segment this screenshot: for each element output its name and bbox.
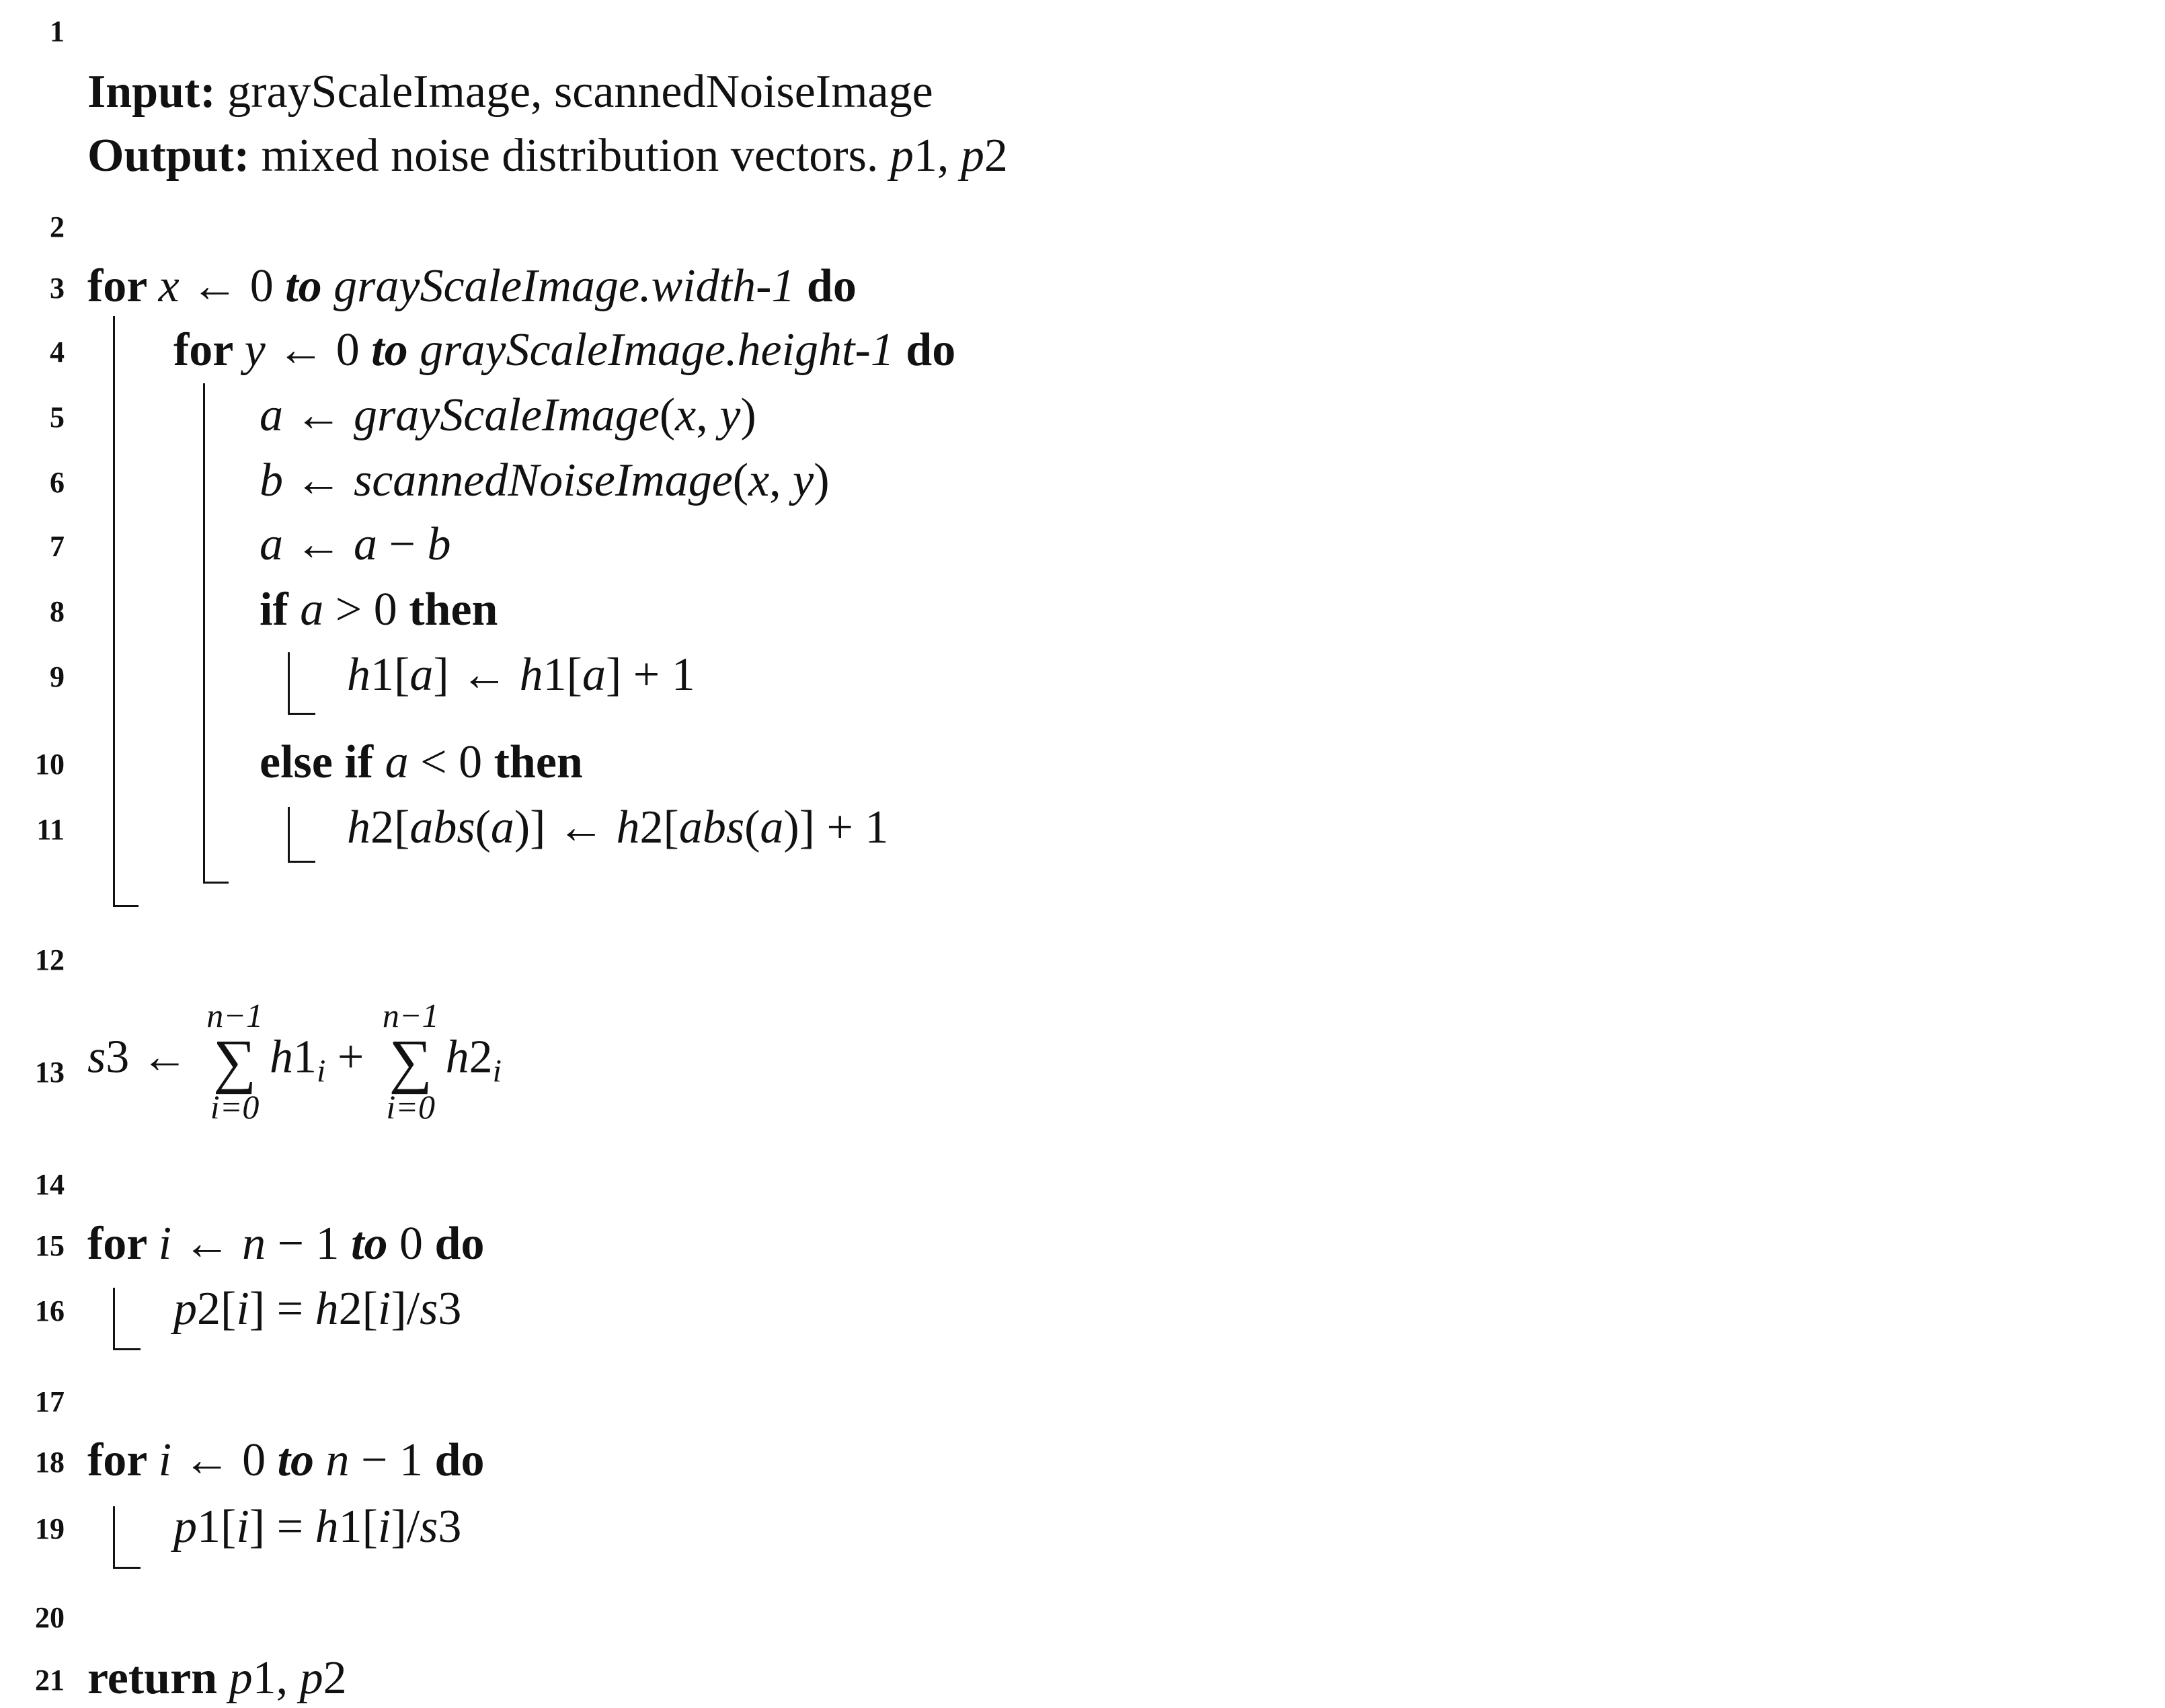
expression: + [325,1031,376,1083]
summation [206,997,263,1126]
line-number: 7 [50,530,65,563]
keyword: Input: [87,66,228,118]
expression: a [354,518,377,570]
expression: 1[ [197,1501,237,1553]
expression: p [299,1652,323,1704]
expression: h [315,1501,339,1553]
expression: p [173,1501,197,1553]
expression: a [582,649,606,701]
expression: i [377,1283,391,1335]
keyword: to [285,260,334,312]
code-line [87,260,857,312]
expression: y [244,324,266,376]
expression: )] + 1 [783,802,889,853]
expression: y [719,389,741,441]
line-number: 1 [50,15,65,48]
for-i-desc-scope-end [113,1288,141,1350]
keyword: for [173,324,245,376]
expression: h [347,649,370,701]
expression: ( [744,802,760,853]
expression: ( [732,455,749,506]
for-y-scope-end [203,861,229,884]
expression: 2 [469,1031,493,1083]
expression: − 1 [266,1218,352,1270]
keyword: Output: [87,130,262,182]
expression: 0 [399,1218,435,1270]
expression: 1[ [370,649,410,701]
keyword: to [351,1218,400,1270]
expression: grayScaleImage.width-1 [333,260,807,312]
sum-upper-limit: n−1 [382,997,439,1034]
code-line [260,586,498,633]
line-number: 2 [50,210,65,243]
keyword: do [906,324,956,376]
expression: abs [409,802,475,853]
keyword: to [371,324,420,376]
expression: s [420,1501,438,1553]
expression: 1, [913,130,961,182]
code-line [87,132,1008,180]
expression: y [793,455,814,506]
expression: ← 0 [171,1434,278,1486]
keyword: then [409,584,498,635]
expression: ) [814,455,830,506]
expression: i [158,1434,172,1486]
expression: ] + 1 [605,649,695,701]
subscript: i [492,1053,502,1089]
code-line [260,518,451,570]
line-number: 13 [35,1056,65,1089]
expression: i [377,1501,391,1553]
expression: ] ← [433,649,520,701]
expression: h [445,1031,469,1083]
else-if-scope-end [288,807,315,863]
expression: a [409,649,434,701]
if-scope-end [288,652,315,715]
expression: ← [283,389,354,441]
expression: 2[ [338,1283,378,1335]
sigma-symbol: ∑ [389,1028,432,1095]
expression: h [270,1031,293,1083]
expression: s [87,1031,106,1083]
expression: 2 [984,130,1008,182]
line-number: 11 [36,813,65,846]
expression: x [675,389,697,441]
for-y-scope-bar [203,383,205,882]
expression: i [236,1283,249,1335]
expression: 1 [293,1031,317,1083]
expression: ← 0 [265,324,372,376]
expression: h [519,649,543,701]
expression: ← [283,455,354,506]
for-i-asc-scope-end [113,1506,141,1569]
expression: ← [171,1218,243,1270]
summation [383,997,439,1126]
sigma-symbol: ∑ [213,1028,257,1095]
keyword: then [494,736,583,788]
expression: grayScaleImage [354,389,660,441]
sum-lower-limit: i=0 [386,1088,436,1126]
for-x-scope-end [113,881,139,907]
expression: ← [283,518,354,570]
keyword: for [87,1434,159,1486]
expression: 1[ [543,649,582,701]
expression: 3 [438,1501,462,1553]
expression: )] ← [514,802,617,853]
line-number: 4 [50,336,65,368]
expression: > 0 [323,584,409,635]
expression: ] = [249,1501,315,1553]
line-number: 10 [35,748,65,781]
line-number: 21 [35,1664,65,1697]
expression: − 1 [349,1434,435,1486]
line-number: 17 [35,1385,65,1418]
code-line [87,997,502,1126]
expression: p [229,1652,253,1704]
expression: ]/ [391,1501,420,1553]
keyword: return [87,1652,229,1704]
line-number: 6 [50,466,65,499]
code-line [87,1652,347,1704]
for-x-scope-bar [113,316,115,905]
expression: 2[ [370,802,410,853]
expression: < 0 [408,736,494,788]
code-line [347,649,695,701]
expression: 3 [438,1283,462,1335]
line-number: 5 [50,401,65,434]
expression: 2[ [639,802,679,853]
code-line [347,804,888,851]
expression: i [158,1218,172,1270]
code-line [173,324,956,376]
expression: a [260,389,283,441]
expression: s [420,1283,438,1335]
expression: scannedNoiseImage [354,455,733,506]
subscript: i [317,1053,326,1089]
expression: x [748,455,770,506]
expression: a [490,802,514,853]
expression: ] = [249,1283,315,1335]
keyword: if [260,584,301,635]
expression: ]/ [391,1283,420,1335]
code-line [87,1434,485,1486]
expression: n [325,1434,350,1486]
expression: h [347,802,370,853]
expression: a [260,518,283,570]
expression: b [260,455,283,506]
expression: p [890,130,914,182]
keyword: do [434,1218,485,1270]
keyword: do [434,1434,485,1486]
expression: 1[ [338,1501,378,1553]
keyword: for [87,1218,159,1270]
keyword: to [277,1434,326,1486]
code-line [173,1283,462,1335]
expression: abs [678,802,745,853]
line-number: 12 [35,943,65,976]
expression: , [769,455,793,506]
expression: 2 [323,1652,347,1704]
expression: mixed noise distribution vectors. [261,130,890,182]
line-number: 9 [50,660,65,693]
expression: p [173,1283,197,1335]
expression: h [315,1283,339,1335]
expression: ) [740,389,756,441]
expression: x [158,260,180,312]
expression: ( [659,389,676,441]
keyword: do [806,260,857,312]
line-number: 8 [50,595,65,628]
line-number: 15 [35,1229,65,1262]
expression: b [427,518,451,570]
sum-lower-limit: i=0 [210,1088,260,1126]
expression: grayScaleImage, scannedNoiseImage [227,66,933,118]
expression: a [760,802,784,853]
expression: , [696,389,720,441]
line-number: 18 [35,1446,65,1479]
expression: a [300,584,324,635]
expression: h [616,802,640,853]
code-line [260,736,583,788]
code-line [260,389,756,441]
code-line [260,457,830,504]
expression: 1, [252,1652,300,1704]
expression: 3 ← [106,1031,200,1083]
expression: i [236,1501,249,1553]
expression: ← 0 [179,260,286,312]
sum-upper-limit: n−1 [206,997,263,1034]
line-number: 19 [35,1512,65,1545]
expression: grayScaleImage.height-1 [420,324,906,376]
line-number: 3 [50,272,65,305]
expression: p [960,130,984,182]
expression: n [242,1218,266,1270]
code-line [87,1220,484,1268]
line-number: 16 [35,1294,65,1327]
line-number: 20 [35,1601,65,1634]
code-line [173,1501,462,1553]
expression: a [385,736,409,788]
keyword: else if [260,736,385,788]
keyword: for [87,260,159,312]
expression: ( [475,802,491,853]
expression: − [377,518,428,570]
code-line [87,66,933,118]
line-number: 14 [35,1168,65,1201]
expression: 2[ [197,1283,237,1335]
